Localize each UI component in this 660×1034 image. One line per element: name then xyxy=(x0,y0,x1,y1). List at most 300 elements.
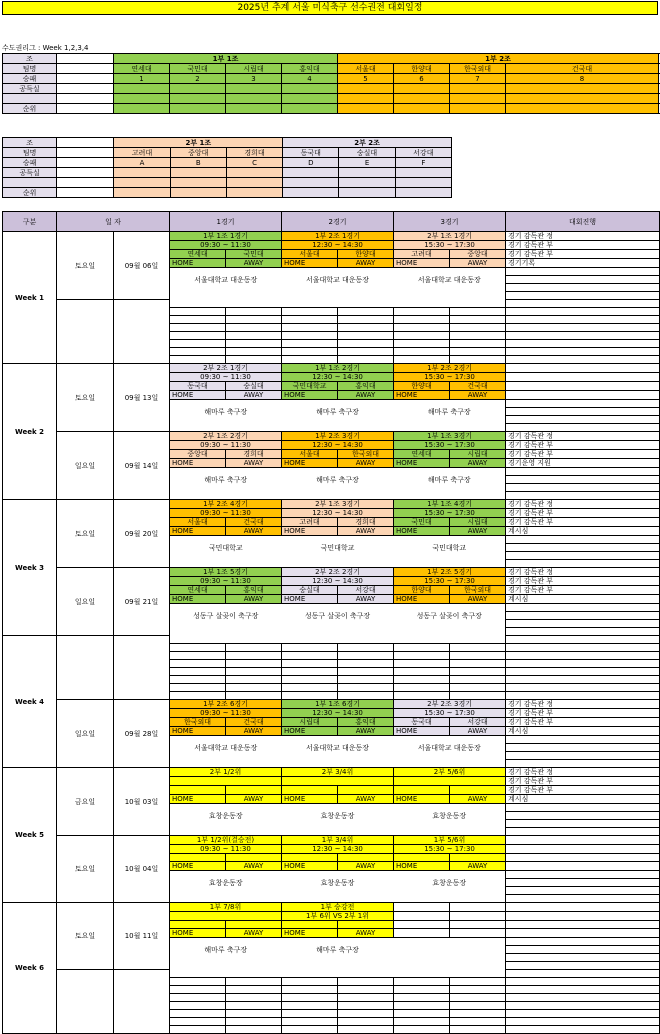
day-of-week: 토요일 xyxy=(57,836,114,903)
game-time xyxy=(170,777,282,786)
away-tag: AWAY xyxy=(226,862,282,871)
notes-cell xyxy=(506,845,660,854)
venue: 서울대학교 대운동장 xyxy=(194,743,258,752)
home-tag: HOME xyxy=(170,595,226,604)
row-label: 승패 xyxy=(3,74,57,84)
notes-cell xyxy=(506,652,660,660)
standing-cell xyxy=(395,168,451,178)
notes-cell xyxy=(506,862,660,871)
game-time: 12:30 ~ 14:30 xyxy=(282,373,394,382)
home-tag: HOME xyxy=(394,795,450,804)
team-seed: E xyxy=(339,158,395,168)
home-team: 서울대 xyxy=(170,518,226,527)
row-label xyxy=(3,178,57,188)
notes-cell xyxy=(506,340,660,348)
home-team xyxy=(394,854,450,862)
game-time: 09:30 ~ 11:30 xyxy=(170,709,282,718)
game-time: 15:30 ~ 17:30 xyxy=(394,709,506,718)
notes-cell xyxy=(506,476,660,484)
row-label: 팀명 xyxy=(3,148,57,158)
venue: 서울대학교 대운동장 xyxy=(194,275,258,284)
notes-entry: 경기 감독관 부 xyxy=(506,241,660,250)
notes-cell xyxy=(506,1010,660,1018)
row-label: 승패 xyxy=(3,158,57,168)
venue: 서울대학교 대운동장 xyxy=(417,743,481,752)
notes-cell xyxy=(506,820,660,828)
home-team: 서울대 xyxy=(282,450,338,459)
home-tag: HOME xyxy=(170,259,226,268)
notes-cell xyxy=(506,300,660,308)
team-seed: A xyxy=(114,158,170,168)
home-team: 한양대 xyxy=(394,382,450,391)
notes-cell xyxy=(506,332,660,340)
away-team: 경희대 xyxy=(226,450,282,459)
notes-cell xyxy=(506,544,660,552)
day-of-week xyxy=(57,970,114,1034)
game-label: 2부 2조 2경기 xyxy=(282,568,394,577)
header-game1: 1경기 xyxy=(170,212,282,232)
home-tag: HOME xyxy=(394,595,450,604)
game-time xyxy=(394,777,506,786)
notes-cell xyxy=(506,268,660,276)
away-team: 서강대 xyxy=(338,586,394,595)
game-label: 1부 1조 6경기 xyxy=(282,700,394,709)
standing-cell xyxy=(170,168,226,178)
header-notes: 대회진행 xyxy=(506,212,660,232)
game-label: 1부 1조 1경기 xyxy=(170,232,282,241)
venue: 국민대학교 xyxy=(320,543,355,552)
home-tag: HOME xyxy=(394,862,450,871)
notes-cell xyxy=(506,692,660,700)
notes-cell xyxy=(506,854,660,862)
venue: 해마루 축구장 xyxy=(316,475,359,484)
notes-cell xyxy=(506,400,660,408)
game-time xyxy=(170,912,282,921)
notes-cell xyxy=(506,954,660,962)
home-tag: HOME xyxy=(394,391,450,400)
game-time: 09:30 ~ 11:30 xyxy=(170,441,282,450)
team-name: 한양대 xyxy=(394,64,450,74)
game-time: 12:30 ~ 14:30 xyxy=(282,509,394,518)
notes-cell xyxy=(506,612,660,620)
game-label: 2부 1조 1경기 xyxy=(394,232,506,241)
home-tag: HOME xyxy=(282,527,338,536)
header-game3: 3경기 xyxy=(394,212,506,232)
day-of-week: 금요일 xyxy=(57,768,114,836)
notes-cell xyxy=(506,560,660,568)
game-label: 1부 승강전 xyxy=(282,903,394,912)
venue: 효창운동장 xyxy=(320,878,355,887)
game-time: 12:30 ~ 14:30 xyxy=(282,441,394,450)
away-tag: AWAY xyxy=(338,929,394,938)
away-tag: AWAY xyxy=(226,459,282,468)
team-seed: 4 xyxy=(282,74,338,84)
notes-cell xyxy=(506,373,660,382)
game-time: 09:30 ~ 11:30 xyxy=(170,845,282,854)
team-name: 시립대 xyxy=(226,64,282,74)
division2-standings-table xyxy=(2,137,452,198)
standing-cell xyxy=(283,188,339,198)
standing-cell xyxy=(450,84,506,94)
home-team: 동국대 xyxy=(170,382,226,391)
team-name: 국민대 xyxy=(170,64,226,74)
notes-cell xyxy=(506,970,660,978)
game-label: 2부 5/6위 xyxy=(394,768,506,777)
row-label: 공득실 xyxy=(3,84,57,94)
standing-cell xyxy=(339,178,395,188)
venue: 해마루 축구장 xyxy=(204,407,248,416)
standing-cell xyxy=(170,94,226,104)
venue: 해마루 축구장 xyxy=(316,407,359,416)
match-date xyxy=(114,636,170,700)
game-label: 1부 1조 2경기 xyxy=(282,364,394,373)
week-label: Week 3 xyxy=(3,500,57,636)
away-team: 건국대 xyxy=(226,718,282,727)
home-tag: HOME xyxy=(170,929,226,938)
notes-cell xyxy=(506,552,660,560)
home-tag: HOME xyxy=(170,795,226,804)
game-label: 1부 7/8위 xyxy=(170,903,282,912)
page-title: 2025년 추계 서울 미식축구 선수권전 대회일정 xyxy=(2,1,658,15)
notes-cell xyxy=(506,484,660,492)
week-label: Week 5 xyxy=(3,768,57,903)
team-name: 경희대 xyxy=(226,148,282,158)
away-team xyxy=(450,786,506,795)
notes-cell xyxy=(506,660,660,668)
home-tag: HOME xyxy=(282,595,338,604)
standing-cell xyxy=(114,94,170,104)
home-team: 중앙대 xyxy=(170,450,226,459)
standing-cell xyxy=(450,94,506,104)
game-label: 2부 2조 1경기 xyxy=(170,364,282,373)
notes-cell xyxy=(506,804,660,812)
notes-cell xyxy=(506,912,660,921)
notes-entry: 경기 감독관 정 xyxy=(506,432,660,441)
home-tag: HOME xyxy=(394,527,450,536)
standing-cell xyxy=(395,178,451,188)
home-team: 서울대 xyxy=(282,250,338,259)
standing-cell xyxy=(170,188,226,198)
notes-entry: 경기 감독관 정 xyxy=(506,568,660,577)
day-of-week: 일요일 xyxy=(57,568,114,636)
notes-cell xyxy=(506,752,660,760)
notes-cell xyxy=(506,536,660,544)
day-of-week: 일요일 xyxy=(57,432,114,500)
home-team: 고려대 xyxy=(282,518,338,527)
venue: 효창운동장 xyxy=(208,811,243,820)
game-label: 1부 5/6위 xyxy=(394,836,506,845)
home-team: 연세대 xyxy=(170,586,226,595)
away-tag: AWAY xyxy=(450,795,506,804)
away-tag: AWAY xyxy=(338,259,394,268)
notes-cell xyxy=(506,416,660,424)
notes-cell xyxy=(506,921,660,929)
standing-cell xyxy=(226,84,282,94)
match-date: 09월 28일 xyxy=(114,700,170,768)
division-header: 1부 2조 xyxy=(338,54,659,64)
away-team xyxy=(338,854,394,862)
week-label: Week 1 xyxy=(3,232,57,364)
home-tag: HOME xyxy=(282,391,338,400)
venue: 해마루 축구장 xyxy=(316,945,359,954)
notes-cell xyxy=(506,684,660,692)
notes-entry: 경기 감독관 정 xyxy=(506,500,660,509)
notes-cell xyxy=(506,994,660,1002)
home-team: 숭실대 xyxy=(282,586,338,595)
game-time: 15:30 ~ 17:30 xyxy=(394,509,506,518)
day-of-week xyxy=(57,636,114,700)
home-tag: HOME xyxy=(282,862,338,871)
standing-cell xyxy=(114,178,170,188)
team-name: 홍익대 xyxy=(282,64,338,74)
game-time: 09:30 ~ 11:30 xyxy=(170,577,282,586)
day-of-week: 일요일 xyxy=(57,700,114,768)
home-team: 연세대 xyxy=(170,250,226,259)
day-of-week: 토요일 xyxy=(57,500,114,568)
standing-cell xyxy=(114,168,170,178)
home-tag: HOME xyxy=(170,862,226,871)
match-date: 09월 20일 xyxy=(114,500,170,568)
away-tag: AWAY xyxy=(338,527,394,536)
standing-cell xyxy=(338,84,394,94)
standing-cell xyxy=(450,104,506,114)
game-time: 12:30 ~ 14:30 xyxy=(282,577,394,586)
standing-cell xyxy=(339,188,395,198)
notes-cell xyxy=(506,620,660,628)
home-tag: HOME xyxy=(394,259,450,268)
notes-cell xyxy=(506,628,660,636)
away-tag: AWAY xyxy=(226,391,282,400)
standing-cell xyxy=(394,84,450,94)
home-team: 동국대 xyxy=(394,718,450,727)
game-label: 2부 1조 2경기 xyxy=(170,432,282,441)
away-team: 시립대 xyxy=(450,518,506,527)
notes-entry: 경기기록 xyxy=(506,259,660,268)
venue: 성동구 살곶이 축구장 xyxy=(304,611,371,620)
venue: 서울대학교 대운동장 xyxy=(305,743,370,752)
notes-entry: 경기 감독관 정 xyxy=(506,700,660,709)
week-label: Week 4 xyxy=(3,636,57,768)
notes-cell xyxy=(506,962,660,970)
match-date: 10월 03일 xyxy=(114,768,170,836)
venue: 해마루 축구장 xyxy=(427,475,471,484)
away-team: 홍익대 xyxy=(338,718,394,727)
away-tag: AWAY xyxy=(450,259,506,268)
standing-cell xyxy=(282,104,338,114)
standing-cell xyxy=(114,188,170,198)
standing-cell xyxy=(506,94,659,104)
game-label: 1부 1조 3경기 xyxy=(394,432,506,441)
game-time xyxy=(282,777,394,786)
row-label: 조 xyxy=(3,138,57,148)
notes-entry: 경기 감독관 부 xyxy=(506,450,660,459)
notes-cell xyxy=(506,812,660,820)
away-team: 홍익대 xyxy=(226,586,282,595)
schedule-table xyxy=(2,211,660,1034)
header-gubun: 구분 xyxy=(3,212,57,232)
home-tag: HOME xyxy=(282,795,338,804)
notes-cell xyxy=(506,1018,660,1026)
notes-entry: 경기 감독관 정 xyxy=(506,768,660,777)
team-name: 동국대 xyxy=(283,148,339,158)
away-tag: AWAY xyxy=(450,727,506,736)
standing-cell xyxy=(226,178,282,188)
notes-entry: 경기 감독관 부 xyxy=(506,777,660,786)
notes-cell xyxy=(506,308,660,316)
standing-cell xyxy=(114,84,170,94)
standing-cell xyxy=(283,168,339,178)
match-date: 09월 13일 xyxy=(114,364,170,432)
standing-cell xyxy=(506,84,659,94)
team-seed: F xyxy=(395,158,451,168)
notes-cell xyxy=(506,978,660,986)
notes-cell xyxy=(506,604,660,612)
home-tag: HOME xyxy=(170,391,226,400)
home-tag: HOME xyxy=(394,727,450,736)
match-date xyxy=(114,300,170,364)
notes-cell xyxy=(506,408,660,416)
day-of-week: 토요일 xyxy=(57,232,114,300)
away-team: 중앙대 xyxy=(450,250,506,259)
notes-cell xyxy=(506,284,660,292)
game-label: 2부 2조 3경기 xyxy=(394,700,506,709)
home-team xyxy=(282,921,338,929)
notes-entry: 계시심 xyxy=(506,795,660,804)
home-team: 한국외대 xyxy=(170,718,226,727)
team-name: 서강대 xyxy=(395,148,451,158)
away-team: 건국대 xyxy=(226,518,282,527)
game-label: 1부 2조 4경기 xyxy=(170,500,282,509)
team-seed: 3 xyxy=(226,74,282,84)
away-tag: AWAY xyxy=(338,595,394,604)
away-team xyxy=(450,854,506,862)
away-tag: AWAY xyxy=(450,862,506,871)
match-date: 09월 21일 xyxy=(114,568,170,636)
notes-entry: 경기 감독관 부 xyxy=(506,250,660,259)
notes-cell xyxy=(506,364,660,373)
away-team xyxy=(226,786,282,795)
away-team: 국민대 xyxy=(226,250,282,259)
home-tag: HOME xyxy=(282,929,338,938)
notes-cell xyxy=(506,1026,660,1034)
team-seed: 1 xyxy=(114,74,170,84)
home-team: 한양대 xyxy=(394,586,450,595)
team-name: 건국대 xyxy=(506,64,659,74)
away-team xyxy=(226,921,282,929)
away-team: 시립대 xyxy=(450,450,506,459)
team-name: 한국외대 xyxy=(450,64,506,74)
week-label: Week 6 xyxy=(3,903,57,1034)
home-tag: HOME xyxy=(394,459,450,468)
notes-cell xyxy=(506,736,660,744)
notes-cell xyxy=(506,636,660,644)
standing-cell xyxy=(170,178,226,188)
game-time: 09:30 ~ 11:30 xyxy=(170,241,282,250)
row-label: 조 xyxy=(3,54,57,64)
notes-cell xyxy=(506,676,660,684)
away-team: 한국외대 xyxy=(338,450,394,459)
row-label: 팀명 xyxy=(3,64,57,74)
game-time: 15:30 ~ 17:30 xyxy=(394,577,506,586)
home-tag: HOME xyxy=(282,259,338,268)
away-tag: AWAY xyxy=(338,727,394,736)
team-name: 중앙대 xyxy=(170,148,226,158)
notes-cell xyxy=(506,929,660,938)
game-time: 15:30 ~ 17:30 xyxy=(394,241,506,250)
notes-cell xyxy=(506,276,660,284)
standing-cell xyxy=(114,104,170,114)
notes-entry: 경기 감독관 정 xyxy=(506,232,660,241)
home-team: 국민대학교 xyxy=(282,382,338,391)
match-date: 09월 06일 xyxy=(114,232,170,300)
home-team xyxy=(282,786,338,795)
away-tag: AWAY xyxy=(226,595,282,604)
away-team xyxy=(338,921,394,929)
away-team xyxy=(338,786,394,795)
home-team: 국민대 xyxy=(394,518,450,527)
away-tag: AWAY xyxy=(450,595,506,604)
away-team: 서강대 xyxy=(450,718,506,727)
standing-cell xyxy=(394,94,450,104)
notes-entry: 경기 감독관 부 xyxy=(506,709,660,718)
notes-entry: 경기 감독관 부 xyxy=(506,786,660,795)
standing-cell xyxy=(226,94,282,104)
venue: 서울대학교 대운동장 xyxy=(305,275,370,284)
away-team: 숭실대 xyxy=(226,382,282,391)
away-tag: AWAY xyxy=(226,727,282,736)
notes-cell xyxy=(506,887,660,895)
game-label: 1부 1/2위(결승전) xyxy=(170,836,282,845)
team-name: 연세대 xyxy=(114,64,170,74)
row-label: 공득실 xyxy=(3,168,57,178)
match-date: 09월 14일 xyxy=(114,432,170,500)
notes-cell xyxy=(506,356,660,364)
notes-cell xyxy=(506,468,660,476)
game-label: 1부 2조 5경기 xyxy=(394,568,506,577)
league-subtitle: 수도권리그 : Week 1,2,3,4 xyxy=(2,44,89,52)
venue: 국민대학교 xyxy=(432,543,467,552)
week-label: Week 2 xyxy=(3,364,57,500)
home-team xyxy=(170,921,226,929)
game-label: 1부 2조 3경기 xyxy=(282,432,394,441)
notes-cell xyxy=(506,760,660,768)
away-tag: AWAY xyxy=(226,259,282,268)
notes-cell xyxy=(506,871,660,879)
notes-entry: 경기 감독관 부 xyxy=(506,441,660,450)
standing-cell xyxy=(226,188,282,198)
game-time: 12:30 ~ 14:30 xyxy=(282,241,394,250)
standing-cell xyxy=(282,94,338,104)
notes-cell xyxy=(506,828,660,836)
notes-cell xyxy=(506,938,660,946)
away-tag: AWAY xyxy=(450,391,506,400)
venue: 성동구 살곶이 축구장 xyxy=(416,611,482,620)
venue: 효창운동장 xyxy=(432,811,467,820)
game-label: 1부 2조 6경기 xyxy=(170,700,282,709)
team-name: 서울대 xyxy=(338,64,394,74)
team-seed: B xyxy=(170,158,226,168)
game-time: 09:30 ~ 11:30 xyxy=(170,373,282,382)
standing-cell xyxy=(338,94,394,104)
row-label: 순위 xyxy=(3,188,57,198)
standing-cell xyxy=(338,104,394,114)
team-name: 고려대 xyxy=(114,148,170,158)
away-tag: AWAY xyxy=(338,795,394,804)
team-seed: 2 xyxy=(170,74,226,84)
away-team: 홍익대 xyxy=(338,382,394,391)
away-team: 건국대 xyxy=(450,382,506,391)
notes-entry: 경기 감독관 부 xyxy=(506,586,660,595)
